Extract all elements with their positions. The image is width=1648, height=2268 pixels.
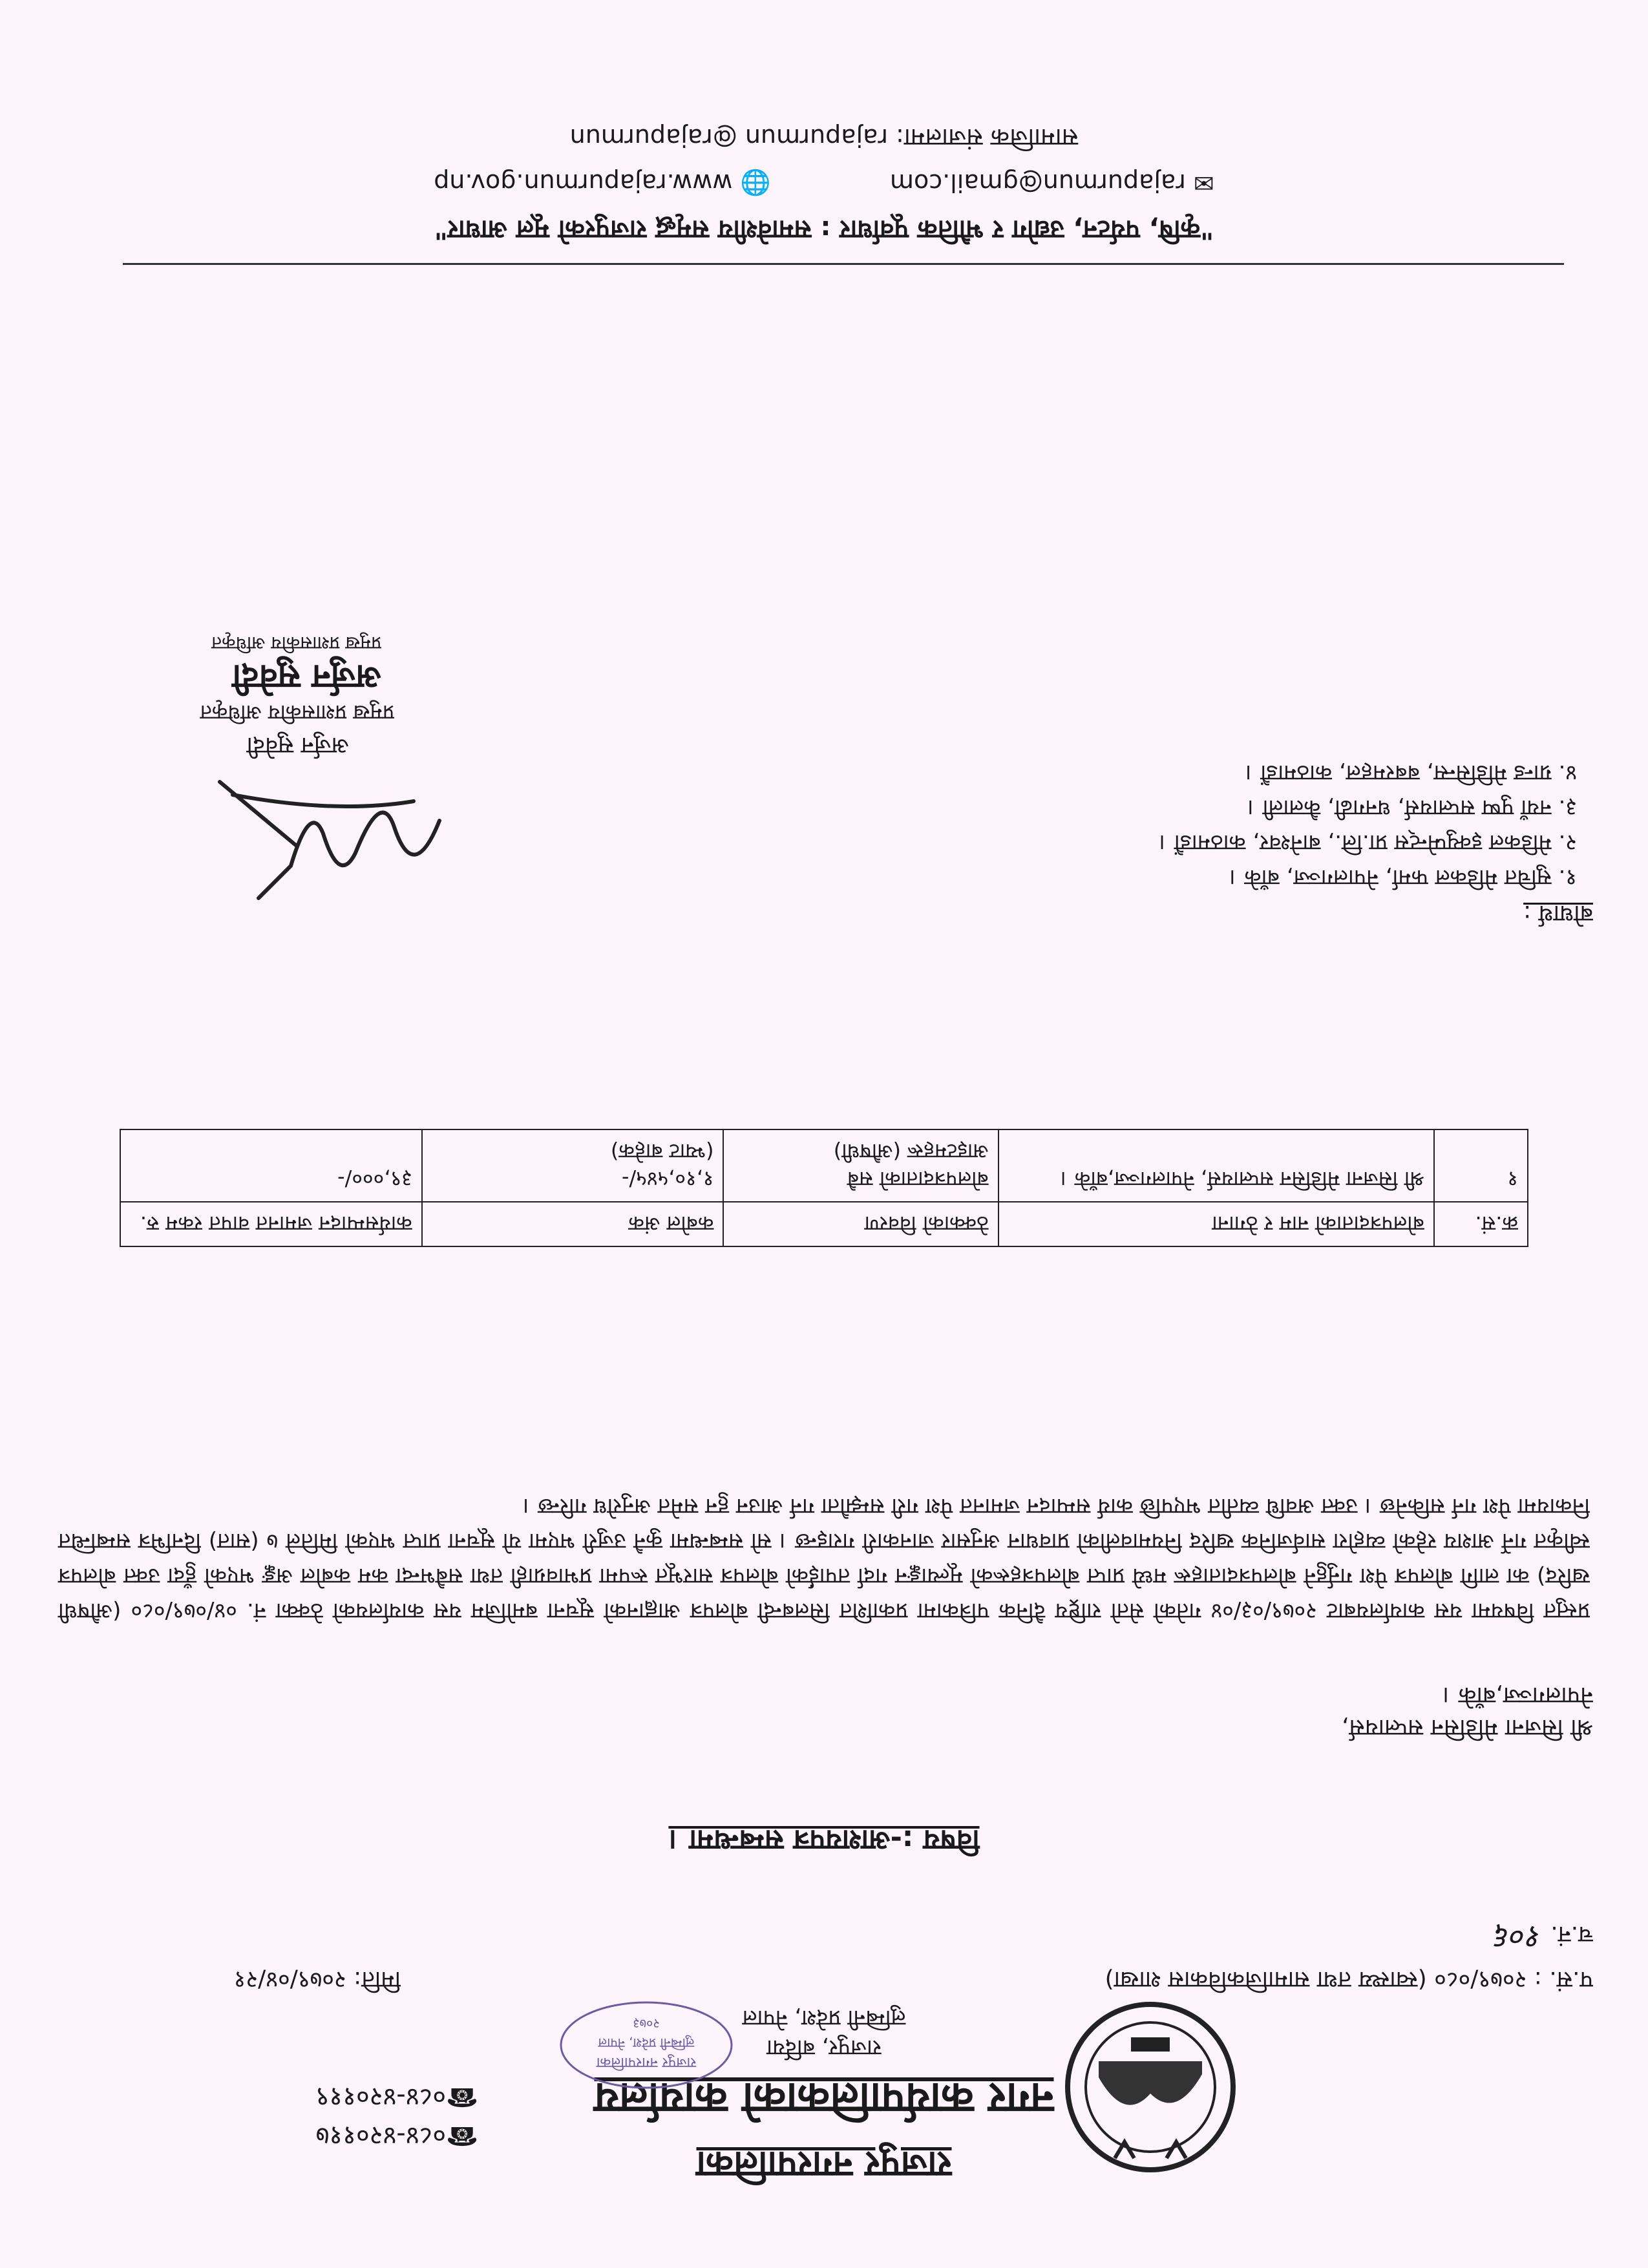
cell-deposit: ३९,०००/-	[120, 1129, 422, 1202]
table-header-row	[120, 1202, 1528, 1246]
header-bid: ठेक्काको विवरण	[723, 1202, 998, 1246]
stamp-line-1: राजपुर नगरपालिका	[596, 2054, 697, 2070]
cell-amount	[422, 1129, 724, 1202]
cc-item: २. मेडिकल इक्युप्मेन्ट्स प्रा.लि., बानेश्वर, काठमाडौं ।	[1159, 830, 1577, 856]
office-stamp	[556, 1997, 737, 2094]
cc-item: १. सुचित मेडिकल फर्मा, नेपालगञ्ज, बाँके ।	[1229, 865, 1577, 890]
cc-list	[1159, 755, 1577, 895]
letter-body: प्रस्तुत विषयमा यस कार्यालयबाट २०७९/०३/०४ गतेको सेतो राष्ट्रिय दैनिक पत्रिकामा प्रकाशित सिलबन्दी बोलपत्र आह्वानको सूचना बमोजिम यस कार्यालयको ठेक्का नं. ०४/०७९/०८० (औषधी खरिद) का लागि बोलपत्र पेश गर्नुहुने बोलपत्रदाताहरू मध्ये प्राप्त बोलपत्रहरूको मूल्याङ्कन गर्दा तपाईंको बोलपत्र सारभूत रूपमा प्रभावग्राही तथा सबैभन्दा कम कबोल अङ्क भएको हुँदा उक्त बोलपत्र स्वीकृत गर्ने आशय रहेको व्यहोरा सार्वजनिक खरिद नियमावलीको प्रावधान अनुसार जानकारी गराइन्छ । सो सम्बन्धमा कुनै उजुरी भएमा यो सूचना प्राप्त भएको मितिले ७ (सात) दिनभित्र सम्बन्धित निकायमा पेश गर्न सकिनेछ । उक्त अवधि व्यतीत भएपछि कार्य सम्पादन जमानत पेश गरी सम्झौता गर्न आउन हुन समेत अनुरोध गरिन्छ ।	[58, 1493, 1590, 1624]
signer-title: प्रमुख प्रशासकीय अधिकृत	[200, 700, 394, 725]
addressee-name: श्री सिजना मेडिसिन सप्लायर्स,	[1341, 1714, 1593, 1741]
header-sn: क्र.सं.	[1434, 1202, 1528, 1246]
letter-subject: विषय :-आशयपत्र सम्बन्धमा ।	[668, 1823, 980, 1856]
cell-bid-line-1: बोलपत्रदाताको सबै	[847, 1167, 989, 1192]
footer-contact	[0, 168, 1648, 197]
footer-email: ✉ rajapurmun@gmail.com	[890, 169, 1214, 197]
handwritten-signature	[207, 769, 452, 924]
cc-item: ३. नयाँ पुष्प सप्लायर्स, धनगढी, कैलाली ।	[1247, 795, 1577, 821]
header-amount: कबोल अंक	[422, 1202, 724, 1246]
stamp-line-3: २०७३	[633, 2016, 660, 2032]
footer-website: 🌐 www.rajapurmun.gov.np	[434, 169, 771, 197]
cell-amount-note: (भ्याट बाहेक)	[610, 1139, 714, 1164]
signer-title-stamp: प्रमुख प्रशासकीय अधिकृत	[211, 633, 381, 654]
header-bidder: बोलपत्रदाताको नाम र ठेगाना	[998, 1202, 1434, 1246]
dispatch-number	[1495, 1917, 1593, 1959]
bid-result-table	[120, 1129, 1528, 1247]
footer-slogan: "कृषि, पर्यटन, उद्योग र भौतिक पूर्वाधार : समावेशीय समृद्ध राजपुरको मूल आधार"	[434, 215, 1214, 244]
address-line-1: राजपुर, बर्दिया	[766, 2035, 882, 2061]
phone-number-2: ☎०८४-४२०११९	[315, 2082, 478, 2112]
phone-number-1: ☎०८४-४२०११७	[315, 2121, 478, 2150]
cell-amount-value: १,१०,५४५/-	[621, 1167, 714, 1192]
stamp-line-2: लुम्बिनी प्रदेश, नेपाल	[598, 2035, 695, 2051]
letter-date: मिति: २०७९/०४/२१	[233, 1966, 401, 1993]
addressee-address: नेपालगञ्ज,बाँके ।	[1442, 1682, 1593, 1708]
cell-bidder: श्री सिजना मेडिसिन सप्लायर्स, नेपालगञ्ज,बाँके ।	[998, 1129, 1434, 1202]
dispatch-label: च.नं.	[1550, 1921, 1593, 1948]
signer-name: अर्जुन सुवेदी	[246, 732, 349, 759]
address-line-2: लुम्बिनी प्रदेश, नेपाल	[742, 2005, 906, 2031]
dispatch-value: १०६	[1494, 1919, 1543, 1955]
cc-label: बोधार्थ :	[1523, 900, 1593, 927]
cell-bid	[723, 1129, 998, 1202]
office-address	[0, 2003, 1648, 2063]
signer-name-stamp: अर्जुन सुवेदी	[232, 657, 381, 697]
office-title: नगर कार्यपालिकाको कार्यालय	[594, 2074, 1054, 2123]
municipality-title: राजपुर नगरपालिका	[696, 2143, 952, 2185]
header-deposit: कार्यसम्पादन जमानत वापत रकम रु.	[120, 1202, 422, 1246]
footer-divider	[123, 263, 1564, 265]
cc-item: ४. ग्रान्ड मेडिसिन्स, बबरमहल, काठमाडौं ।	[1245, 760, 1577, 786]
cell-bid-line-2: आइटमहरू (औषधी)	[833, 1139, 989, 1164]
reference-number: प.सं. : २०७९/०८० (स्वास्थ्य तथा सामाजिकविकास शाखा)	[1104, 1966, 1593, 1993]
table-row	[120, 1129, 1528, 1202]
footer-social: सामाजिक संजालमा: rajapurmun @rajapurmun	[569, 123, 1079, 152]
cell-sn: १	[1434, 1129, 1528, 1202]
